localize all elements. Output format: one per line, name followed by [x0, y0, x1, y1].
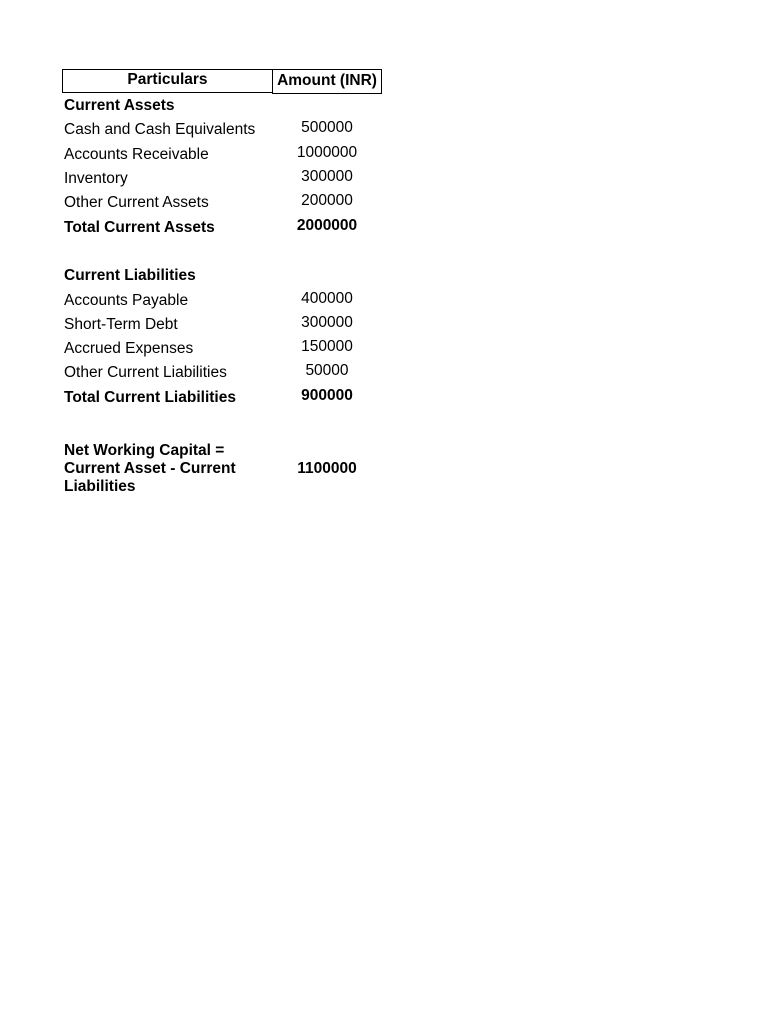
- row-label: Cash and Cash Equivalents: [64, 121, 256, 139]
- row-label: Accounts Payable: [64, 291, 189, 309]
- table-row: [62, 361, 382, 385]
- row-value: 50000: [305, 362, 349, 380]
- net-working-capital-row: [62, 442, 382, 496]
- row-value: 1000000: [296, 143, 358, 161]
- row-value: 300000: [301, 313, 353, 331]
- table-row: [62, 191, 382, 215]
- total-value: 900000: [301, 386, 353, 404]
- table-row: [62, 143, 382, 167]
- total-row-current-assets: [62, 215, 382, 239]
- table-row: [62, 313, 382, 337]
- row-label: Accrued Expenses: [64, 340, 194, 358]
- row-value: 500000: [301, 119, 353, 137]
- total-label: Total Current Liabilities: [64, 388, 236, 406]
- row-value: 150000: [301, 338, 353, 356]
- table-row: [62, 337, 382, 361]
- total-value: 2000000: [296, 216, 358, 234]
- nwc-value: 1100000: [297, 459, 357, 477]
- row-value: 300000: [301, 168, 353, 186]
- header-amount: Amount (INR): [272, 69, 382, 94]
- section-heading-current-liabilities: [62, 264, 382, 288]
- row-value: 400000: [301, 289, 353, 307]
- total-label: Total Current Assets: [64, 218, 215, 236]
- row-label: Other Current Assets: [64, 194, 209, 212]
- working-capital-table: [62, 69, 382, 496]
- table-row: [62, 167, 382, 191]
- table-row: [62, 118, 382, 142]
- table-row: [62, 288, 382, 312]
- total-row-current-liabilities: [62, 386, 382, 410]
- row-value: 200000: [301, 192, 353, 210]
- section-title: Current Assets: [64, 97, 175, 115]
- row-label: Accounts Receivable: [64, 145, 209, 163]
- section-title: Current Liabilities: [64, 267, 196, 285]
- row-label: Short-Term Debt: [64, 315, 178, 333]
- row-label: Inventory: [64, 170, 128, 188]
- blank-row: [62, 240, 382, 264]
- nwc-label: Net Working Capital = Current Asset - Current Liabilities: [64, 441, 236, 495]
- header-particulars: Particulars: [62, 69, 272, 93]
- section-heading-current-assets: [62, 94, 382, 118]
- row-label: Other Current Liabilities: [64, 364, 227, 382]
- table-header: [62, 69, 382, 94]
